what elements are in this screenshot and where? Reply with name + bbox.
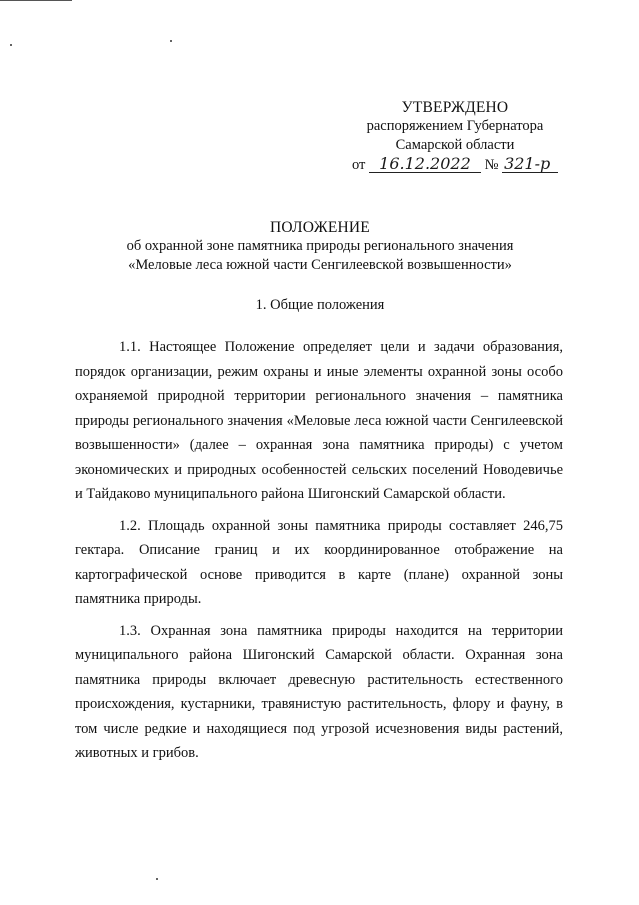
handwritten-date: 16.12.2022 — [369, 156, 481, 173]
paragraph-1-1: 1.1. Настоящее Положение определяет цели и задачи образования, порядок организации, режим охраны и иные элементы охранной зоны особо охраняемой природной территории регионального значения – памятника природы регионального значения «Меловые леса южной части Сенгилеевской возвышенности» (далее – охранная зона памятника природы) с учетом экономических и природных особенностей сельских поселений Новодевичье и Тайдаково муниципального района Шигонский Самарской области. — [75, 339, 563, 502]
scan-speck — [10, 44, 12, 46]
paragraph-1-2: 1.2. Площадь охранной зоны памятника природы составляет 246,75 гектара. Описание границ и их координированное отображение на картографической основе приводится в карте (плане) охранной зоны памятника природы. — [75, 517, 563, 607]
handwritten-number: 321-р — [502, 156, 558, 173]
date-prefix: от — [351, 157, 366, 173]
scan-speck — [156, 878, 158, 880]
scan-edge-mark — [0, 0, 72, 1]
section-title: 1. Общие положения — [255, 297, 385, 313]
document-heading — [80, 218, 560, 275]
document-subtitle-line: «Меловые леса южной части Сенгилеевской возвышенности» — [128, 257, 512, 273]
document-body — [75, 335, 563, 773]
scan-speck — [170, 40, 172, 42]
approval-authority-line: распоряжением Губернатора — [366, 118, 544, 134]
approval-region-line: Самарской области — [395, 137, 515, 153]
approved-title: УТВЕРЖДЕНО — [401, 99, 509, 116]
approval-stamp-block — [330, 98, 580, 175]
number-sign: № — [484, 157, 499, 173]
document-title: ПОЛОЖЕНИЕ — [270, 219, 370, 236]
paragraph-1-3: 1.3. Охранная зона памятника природы находится на территории муниципального района Шигонский Самарской области. Охранная зона памятника природы включает древесную растительность естественного происхождения, кустарники, травянистую растительность, флору и фауну, в том числе редкие и находящиеся под угрозой исчезновения виды растений, животных и грибов. — [75, 622, 563, 761]
document-subtitle-line: об охранной зоне памятника природы регионального значения — [126, 238, 514, 254]
approval-date-line — [330, 156, 580, 175]
